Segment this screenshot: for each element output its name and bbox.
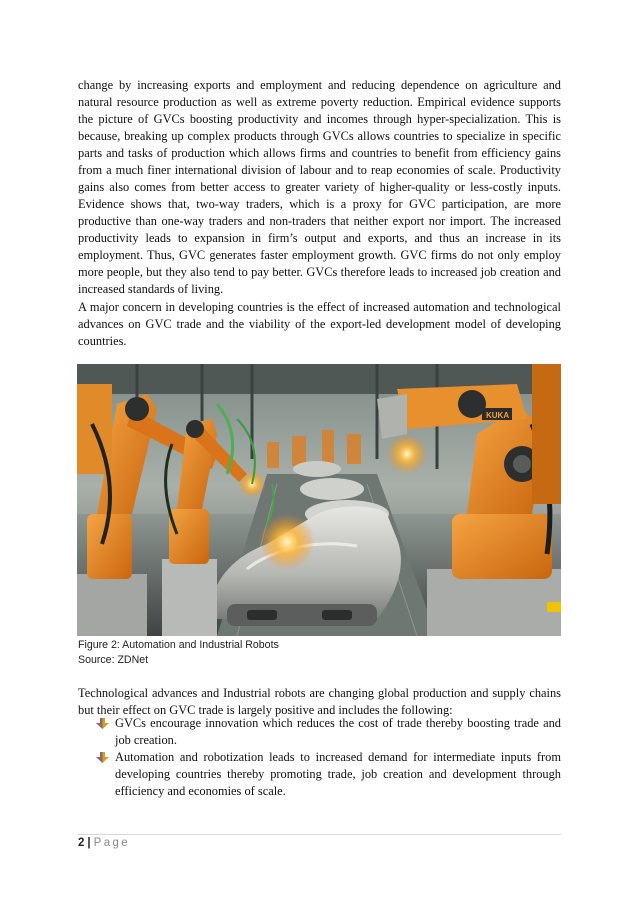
list-item (96, 749, 561, 800)
arrow-bullet-icon (96, 718, 109, 729)
figure-image (77, 364, 561, 636)
list-item (96, 715, 561, 749)
page-footer (78, 837, 130, 849)
body-paragraph: Technological advances and Industrial robots are changing global production and supply chains but their effect on GVC trade is largely positive and includes the following: (78, 686, 561, 717)
bullet-text: GVCs encourage innovation which reduces the cost of trade thereby boosting trade and job creation. (115, 716, 561, 747)
footer-divider (78, 834, 561, 835)
robots-photo (77, 364, 561, 636)
arrow-bullet-icon (96, 752, 109, 763)
footer-separator: | (87, 837, 91, 849)
kuka-logo-text: KUKA (486, 411, 510, 420)
figure-caption: Figure 2: Automation and Industrial Robots (78, 639, 279, 651)
bullet-list (96, 715, 561, 800)
body-paragraph: A major concern in developing countries is the effect of increased automation and technological advances on GVC trade and the viability of the export-led development model of developing countries. (78, 300, 561, 348)
page-number: 2 (78, 837, 85, 849)
page-label: Page (93, 837, 131, 849)
body-paragraph: change by increasing exports and employment and reducing dependence on agriculture and natural resource production as well as extreme poverty reduction. Empirical evidence supports the picture of GVCs boosting productivity and incomes through hyper-specialization. This is because, breaking up complex products through GVCs allows countries to specialize in specific parts and tasks of production which allows firms and countries to benefit from efficiency gains from a much finer international division of labour and to reap economies of scale. Productivity gains also comes from better access to greater variety of higher-quality or less-costly inputs. Evidence shows that, two-way traders, which is a proxy for GVC participation, are more productive than one-way traders and non-traders that neither export nor import. The increased productivity leads to expansion in firm’s output and exports, and thus an increase in its employment. Thus, GVC generates faster employment growth. GVC firms do not only employ more people, but they also tend to pay better. GVCs therefore leads to increased job creation and increased standards of living. (78, 78, 561, 296)
bullet-text: Automation and robotization leads to increased demand for intermediate inputs from developing countries thereby promoting trade, job creation and development through efficiency and economies of scale. (115, 750, 561, 798)
figure-source: Source: ZDNet (78, 654, 149, 666)
